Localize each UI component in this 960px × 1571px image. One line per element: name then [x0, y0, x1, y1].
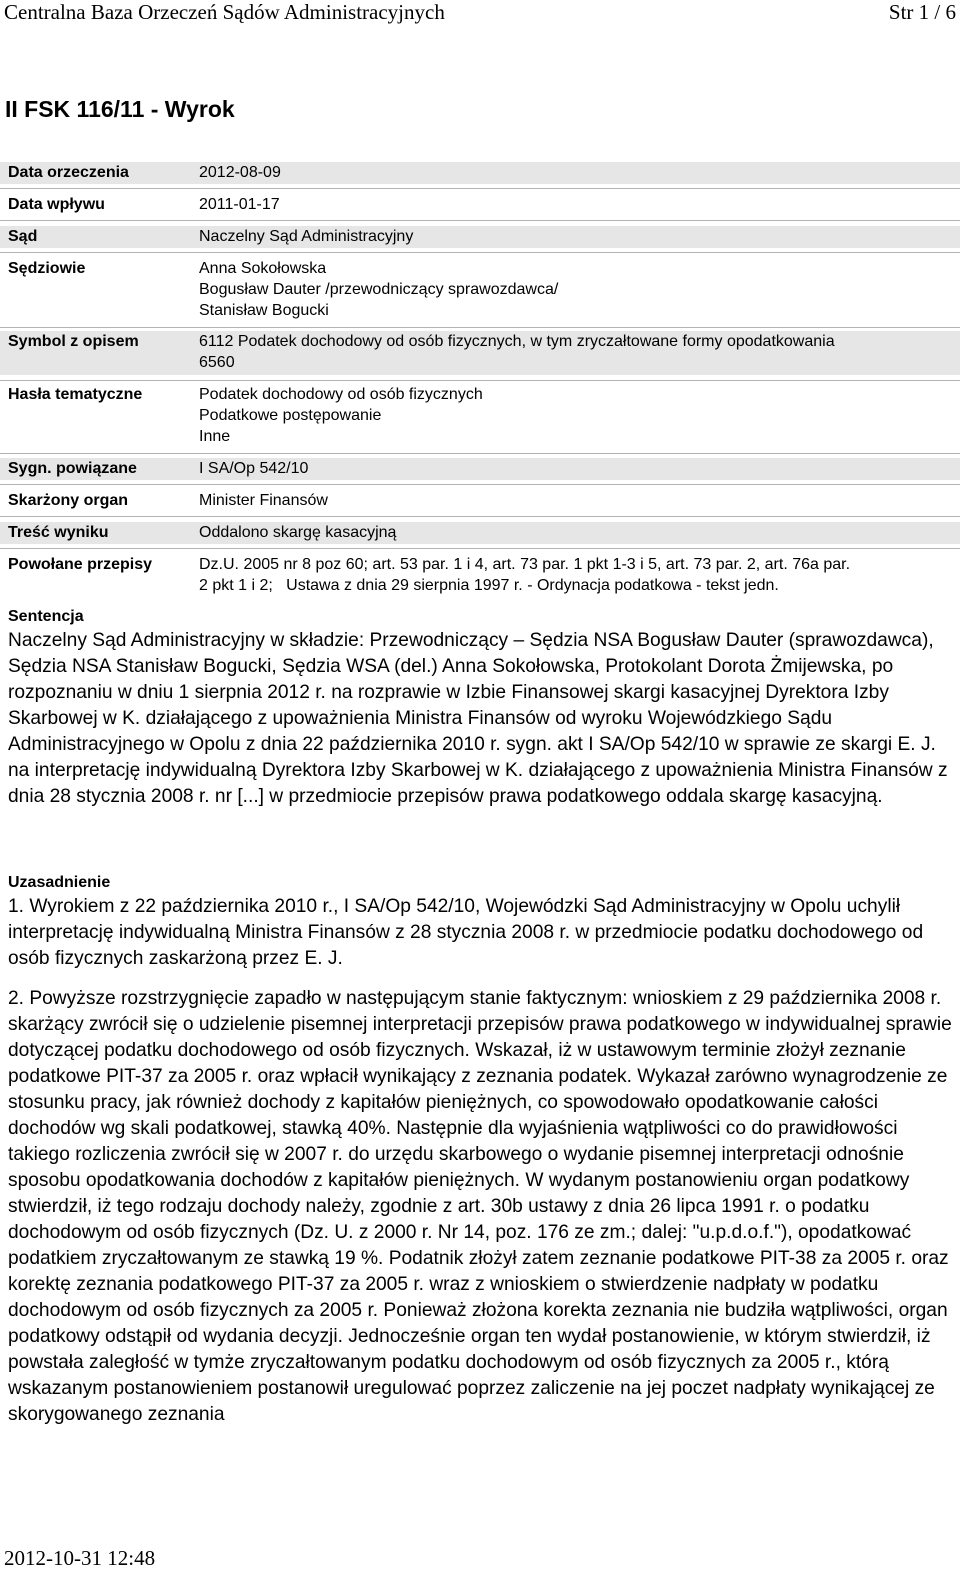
judge-name: Stanisław Bogucki: [199, 302, 329, 319]
row-divider: [0, 220, 960, 221]
site-title: Centralna Baza Orzeczeń Sądów Administracyjnych: [4, 0, 445, 24]
meta-value: [199, 258, 955, 321]
meta-row-symbol: [0, 331, 960, 375]
meta-row-tresc: [0, 522, 960, 544]
meta-value: [199, 384, 955, 447]
meta-value: Naczelny Sąd Administracyjny: [199, 228, 414, 245]
meta-label: Data orzeczenia: [8, 164, 129, 181]
provision-line: Dz.U. 2005 nr 8 poz 60; art. 53 par. 1 i 4, art. 73 par. 1 pkt 1-3 i 5, art. 73 par. 2, art. 76a par.: [199, 556, 851, 573]
row-divider: [0, 252, 960, 253]
meta-value: Oddalono skargę kasacyjną: [199, 524, 397, 541]
meta-row-przepisy: [0, 554, 960, 598]
meta-label: Skarżony organ: [8, 492, 129, 509]
meta-row-hasla: [0, 384, 960, 450]
document-title: II FSK 116/11 - Wyrok: [5, 96, 235, 122]
meta-row-data-orzeczenia: [0, 162, 960, 184]
meta-row-data-wplywu: [0, 194, 960, 216]
uzasadnienie-text: [8, 894, 956, 1428]
meta-label: Data wpływu: [8, 196, 105, 213]
keyword-line: Inne: [199, 428, 231, 445]
provision-line: 2 pkt 1 i 2; Ustawa z dnia 29 sierpnia 1997 r. - Ordynacja podatkowa - tekst jedn.: [199, 577, 779, 594]
row-divider: [0, 484, 960, 485]
row-divider: [0, 327, 960, 328]
meta-label: Sąd: [8, 228, 38, 245]
row-divider: [0, 516, 960, 517]
sentencja-paragraph: Naczelny Sąd Administracyjny w składzie: Przewodniczący – Sędzia NSA Bogusław Dauter (sprawozdawca), Sędzia NSA Stanisław Bogucki, Sędzia WSA (del.) Anna Sokołowska, Protokolant Dorota Żmijewska, po rozpoznaniu w dniu 1 sierpnia 2012 r. na rozprawie w Izbie Finansowej skargi kasacyjnej Dyrektora Izby Skarbowej w K. działającego z upoważnienia Ministra Finansów od wyroku Wojewódzkiego Sądu Administracyjnego w Opolu z dnia 22 października 2010 r. sygn. akt I SA/Op 542/10 w sprawie ze skargi E. J. na interpretację indywidualną Dyrektora Izby Skarbowej w K. działającego z upoważnienia Ministra Finansów z dnia 28 stycznia 2008 r. nr [...] w przedmiocie przepisów prawa podatkowego oddala skargę kasacyjną.: [8, 630, 948, 807]
meta-value: I SA/Op 542/10: [199, 460, 309, 477]
meta-value: Minister Finansów: [199, 492, 328, 509]
meta-row-sad: [0, 226, 960, 248]
meta-value: [199, 554, 955, 596]
page-number: Str 1 / 6: [888, 0, 956, 24]
print-date: 2012-10-31 12:48: [4, 1546, 156, 1570]
row-divider: [0, 548, 960, 549]
meta-label: Symbol z opisem: [8, 333, 139, 350]
meta-label: Sygn. powiązane: [8, 460, 137, 477]
meta-row-sedziowie: [0, 258, 960, 324]
meta-row-organ: [0, 490, 960, 512]
sentencja-heading: Sentencja: [8, 608, 84, 625]
sentencja-text: [8, 628, 956, 810]
judge-name: Anna Sokołowska: [199, 260, 327, 277]
uzasadnienie-paragraph-2: 2. Powyższe rozstrzygnięcie zapadło w następującym stanie faktycznym: wnioskiem z 29 października 2008 r. skarżący zwrócił się o udzielenie pisemnej interpretacji przepisów prawa podatkowego w indywidualnej sprawie dotyczącej podatku dochodowego od osób fizycznych. Wskazał, iż w ustawowym terminie złożył zeznanie podatkowe PIT-37 za 2005 r. oraz wpłacił wynikający z zeznania podatek. Wykazał zarówno wynagrodzenie ze stosunku pracy, jak również dochody z kapitałów pieniężnych, co spowodowało opodatkowanie całości dochodów wg skali podatkowej, stawką 40%. Następnie dla wyjaśnienia wątpliwości co do prawidłowości takiego rozliczenia zwrócił się w 2007 r. do urzędu skarbowego o wydanie pisemnej interpretacji odnośnie sposobu opodatkowania dochodów z kapitałów pieniężnych. W wydanym postanowieniu organ podatkowy stwierdził, iż tego rodzaju dochody należy, zgodnie z art. 30b ustawy z dnia 26 lipca 1991 r. o podatku dochodowym od osób fizycznych (Dz. U. z 2000 r. Nr 14, poz. 176 ze zm.; dalej: "u.p.d.o.f."), opodatkować podatkiem zryczałtowanym ze stawką 19 %. Podatnik złożył zatem zeznanie podatkowe PIT-38 za 2005 r. oraz korektę zeznania podatkowego PIT-37 za 2005 r. wraz z wnioskiem o stwierdzenie nadpłaty w podatku dochodowym od osób fizycznych za 2005 r. Ponieważ złożona korekta zeznania nie budziła wątpliwości, organ podatkowy odstąpił od wydania decyzji. Jednocześnie organ ten wydał postanowienie, w którym stwierdził, iż powstała zaległość w tymże zryczałtowanym podatku dochodowym od osób fizycznych za 2005 r., którą wskazanym postanowieniem postanowił uregulować poprzez zaliczenie na jej poczet nadpłaty wynikającej ze skorygowanego zeznania: [8, 988, 952, 1425]
row-divider: [0, 453, 960, 454]
meta-label: Powołane przepisy: [8, 556, 153, 573]
meta-row-sygn: [0, 458, 960, 480]
meta-label: Treść wyniku: [8, 524, 109, 541]
meta-value: 2012-08-09: [199, 164, 281, 181]
judge-name: Bogusław Dauter /przewodniczący sprawozdawca/: [199, 281, 559, 298]
keyword-line: Podatkowe postępowanie: [199, 407, 382, 424]
meta-label: Hasła tematyczne: [8, 386, 143, 403]
page-header: [0, 0, 960, 28]
symbol-line: 6112 Podatek dochodowy od osób fizycznych, w tym zryczałtowane formy opodatkowania: [199, 333, 835, 350]
uzasadnienie-paragraph-1: 1. Wyrokiem z 22 października 2010 r., I SA/Op 542/10, Wojewódzki Sąd Administracyjny w Opolu uchylił interpretację indywidualną Ministra Finansów z 28 stycznia 2008 r. w przedmiocie podatku dochodowego od osób fizycznych zaskarżoną przez E. J.: [8, 896, 924, 969]
row-divider: [0, 188, 960, 189]
keyword-line: Podatek dochodowy od osób fizycznych: [199, 386, 483, 403]
symbol-line: 6560: [199, 354, 235, 371]
row-divider: [0, 380, 960, 381]
uzasadnienie-heading: Uzasadnienie: [8, 874, 111, 891]
meta-label: Sędziowie: [8, 260, 86, 277]
meta-value: 2011-01-17: [199, 196, 280, 213]
meta-value: [199, 331, 955, 373]
